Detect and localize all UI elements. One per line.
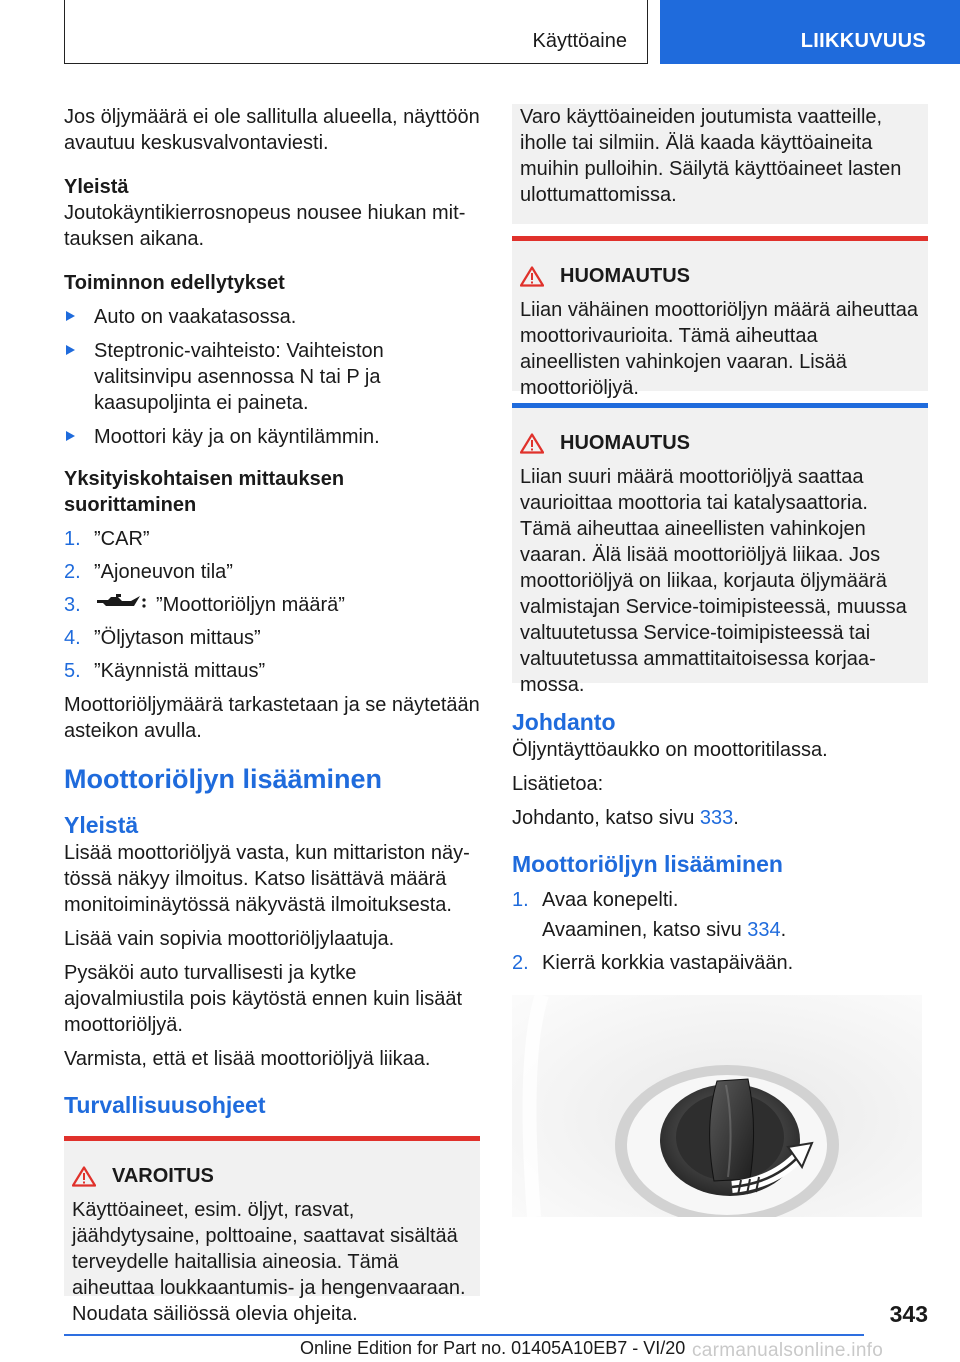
list-item: 1. ”CAR” [64, 528, 150, 550]
paragraph: Varmista, että et lisää moottoriöljyä liikaa. [64, 1048, 431, 1070]
oil-gauge-icon [94, 593, 148, 613]
list-item: 1. Avaa konepelti. [512, 889, 679, 911]
intro-paragraph: Jos öljymäärä ei ole sallitulla alueella, näyttöön avautuu keskusvalvontaviesti. [64, 106, 480, 154]
paragraph: Lisätietoa: [512, 773, 604, 795]
scale-text: Moottoriöljymäärä tarkastetaan ja se näytetään asteikon avulla. [64, 694, 480, 742]
triangle-bullet-icon [66, 311, 75, 321]
warning-triangle-icon [72, 1166, 96, 1187]
paragraph: Öljyntäyttöaukko on moottoritilassa. [512, 739, 828, 761]
footer-divider [64, 1334, 864, 1336]
list-item-sub: Avaaminen, katso sivu 334. [542, 919, 787, 941]
subsection-heading: Turvallisuusohjeet [64, 1092, 266, 1118]
list-item: Steptronic-vaihteisto: Vaihteiston valitsinvipu asennossa N tai P ja kaasupoljinta ei paineta. [64, 338, 480, 416]
warning-title: VAROITUS [72, 1163, 474, 1189]
list-item: 4. ”Öljytason mittaus” [64, 627, 261, 649]
section-title: Käyttöaine [532, 30, 627, 52]
list-item: Moottori käy ja on käyntilämmin. [64, 424, 480, 450]
section-heading: Moottoriöljyn lisääminen [64, 764, 383, 794]
page-link[interactable]: 334 [747, 919, 781, 941]
paragraph: Pysäköi auto turvallisesti ja kytke ajovalmiustila pois käytöstä ennen kuin lisäät moottoriöljyä. [64, 962, 462, 1036]
subsection-heading: Yleistä [64, 812, 139, 838]
page-reference: Johdanto, katso sivu 333. [512, 807, 739, 829]
note-panel [512, 236, 928, 399]
header-frame [64, 0, 648, 64]
oil-cap-illustration [512, 995, 922, 1217]
list-item: Auto on vaakatasossa. [64, 304, 480, 330]
warning-triangle-icon [520, 266, 544, 287]
note-panel [512, 403, 928, 696]
right-column [512, 104, 928, 983]
paragraph: Lisää vain sopivia moottoriöljylaatuja. [64, 928, 395, 950]
paragraph: Lisää moottoriöljyä vasta, kun mittariston näytössä näkyy ilmoitus. Katso lisättävä määrä monitoiminäytössä näkyvästä ilmoituksesta. [64, 842, 470, 916]
list-item: 2. Kierrä korkkia vastapäivään. [512, 952, 794, 974]
watermark: carmanualsonline.info [692, 1340, 884, 1361]
page-link[interactable]: 333 [699, 807, 734, 829]
chapter-tab: LIIKKUVUUS [660, 0, 960, 64]
triangle-bullet-icon [66, 345, 75, 355]
warning-triangle-icon [520, 433, 544, 454]
subsection-heading: Moottoriöljyn lisääminen [512, 851, 783, 877]
warning-panel [64, 1136, 480, 1325]
note-text: Liian suuri määrä moottoriöljyä saattaa vaurioittaa moottoria tai katalysaattoria. Tämä aiheuttaa aineellisten vahinkojen vaaran. Älä lisää moottoriöljyä liikaa. Jos moottoriöljyä on liikaa, korjauta öljymäärä valmistajan Service-toimipisteessä, muussa valtuutetussa Service-toimipisteessä tai valtuutetussa ammattitaitoisessa korjaamossa. [520, 466, 907, 696]
detail-steps [64, 526, 480, 684]
note-title: HUOMAUTUS [520, 263, 922, 289]
warning-continuation-text: Varo käyttöaineiden joutumista vaatteille, iholle tai silmiin. Älä kaada käyttöaineita muihin pulloihin. Säilytä käyttöaineet lasten ulottumattomissa. [520, 106, 902, 206]
general-text: Joutokäyntikierrosnopeus nousee hiukan mittauksen aikana. [64, 202, 466, 250]
prereq-list [64, 304, 480, 450]
triangle-bullet-icon [66, 431, 75, 441]
left-column [64, 104, 480, 1325]
prereq-heading: Toiminnon edellytykset [64, 272, 285, 294]
note-title: HUOMAUTUS [520, 430, 922, 456]
general-heading: Yleistä [64, 176, 129, 198]
note-text: Liian vähäinen moottoriöljyn määrä aiheuttaa moottorivaurioita. Tämä aiheuttaa aineellisten vahinkojen vaaran. Lisää moottoriöljyä. [520, 299, 919, 399]
list-item: 3. ”Moottoriöljyn määrä” [64, 594, 345, 616]
list-item: 5. ”Käynnistä mittaus” [64, 660, 266, 682]
warning-text: Käyttöaineet, esim. öljyt, rasvat, jäähdytysaine, polttoaine, saattavat sisältää terveydelle haitallisia aineosia. Tämä aiheuttaa loukkaantumis- ja hengenvaaraan. Noudata säiliössä olevia ohjeita. [72, 1199, 466, 1325]
edition-label: Online Edition for Part no. 01405A10EB7 - VI/20 [300, 1338, 686, 1358]
page-number: 343 [889, 1301, 928, 1327]
warning-continuation-panel [512, 104, 928, 224]
list-item: 2. ”Ajoneuvon tila” [64, 561, 233, 583]
add-steps [512, 887, 928, 976]
subsection-heading: Johdanto [512, 709, 616, 735]
detail-heading: Yksityiskohtaisen mittauksen suorittaminen [64, 468, 345, 516]
